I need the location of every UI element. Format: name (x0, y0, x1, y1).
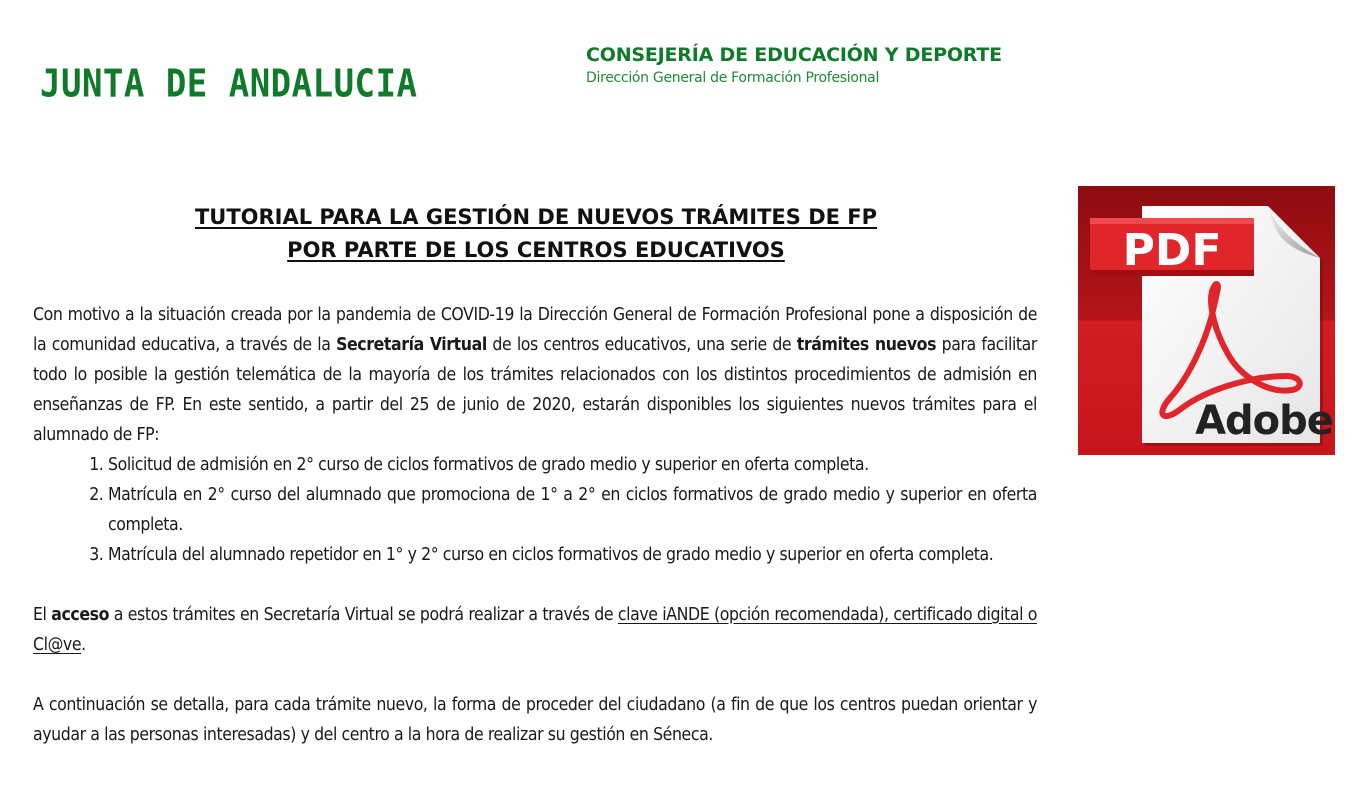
intro-text-1: Con motivo a la situación creada por la pandemia de COVID-19 la Dirección General de Formación Profesional pone a disposición de la comunidad educativa, a través de la (33, 305, 1037, 355)
junta-de-andalucia-logo: JUNTA DE ANDALUCIA (40, 62, 418, 107)
adobe-pdf-icon (1078, 186, 1335, 455)
department-name: CONSEJERÍA DE EDUCACIÓN Y DEPORTE (586, 44, 1002, 66)
document-title (36, 201, 1036, 267)
closing-paragraph: A continuación se detalla, para cada trámite nuevo, la forma de proceder del ciudadano (a fin de que los centros puedan orientar y ayudar a las personas interesadas) y del centro a la hora de realizar su gestión en Séneca. (33, 695, 1037, 745)
list-item: 1. Solicitud de admisión en 2° curso de ciclos formativos de grado medio y superior en oferta completa. (108, 450, 1037, 480)
list-item: 2. Matrícula en 2° curso del alumnado que promociona de 1° a 2° en ciclos formativos de grado medio y superior en oferta completa. (108, 480, 1037, 540)
intro-text-3: para facilitar todo lo posible la gestión telemática de la mayoría de los trámites relacionados con los distintos procedimientos de admisión en enseñanzas de FP. En este sentido, a partir del 25 de junio de 2020, estarán disponibles los siguientes nuevos trámites para el alumnado de FP: (33, 335, 1038, 445)
intro-bold-secretaria: Secretaría Virtual (336, 335, 487, 355)
pdf-label: PDF (1122, 225, 1222, 276)
adobe-brand: Adobe (1195, 398, 1333, 444)
access-paragraph (33, 600, 1037, 660)
access-text-1: El (33, 605, 52, 625)
list-item: 3. Matrícula del alumnado repetidor en 1° y 2° curso en ciclos formativos de grado medio y superior en oferta completa. (108, 540, 1037, 570)
procedures-list (33, 450, 1037, 570)
access-text-2: a estos trámites en Secretaría Virtual se podrá realizar a través de (109, 605, 618, 625)
intro-bold-tramites: trámites nuevos (796, 335, 937, 355)
intro-text-2: de los centros educativos, una serie de (486, 335, 797, 355)
title-line-2: POR PARTE DE LOS CENTROS EDUCATIVOS (287, 238, 785, 262)
subdepartment-name: Dirección General de Formación Profesional (586, 70, 880, 86)
access-methods-link[interactable]: clave iANDE (opción recomendada), certificado digital o Cl@ve (33, 605, 1038, 655)
access-text-3: . (81, 635, 86, 655)
document-body (33, 300, 1037, 750)
title-line-1: TUTORIAL PARA LA GESTIÓN DE NUEVOS TRÁMITES DE FP (194, 205, 878, 229)
intro-paragraph (33, 300, 1037, 450)
pdf-icon-graphic (1078, 186, 1335, 455)
access-bold: acceso (51, 605, 110, 625)
department-header (586, 44, 1002, 86)
